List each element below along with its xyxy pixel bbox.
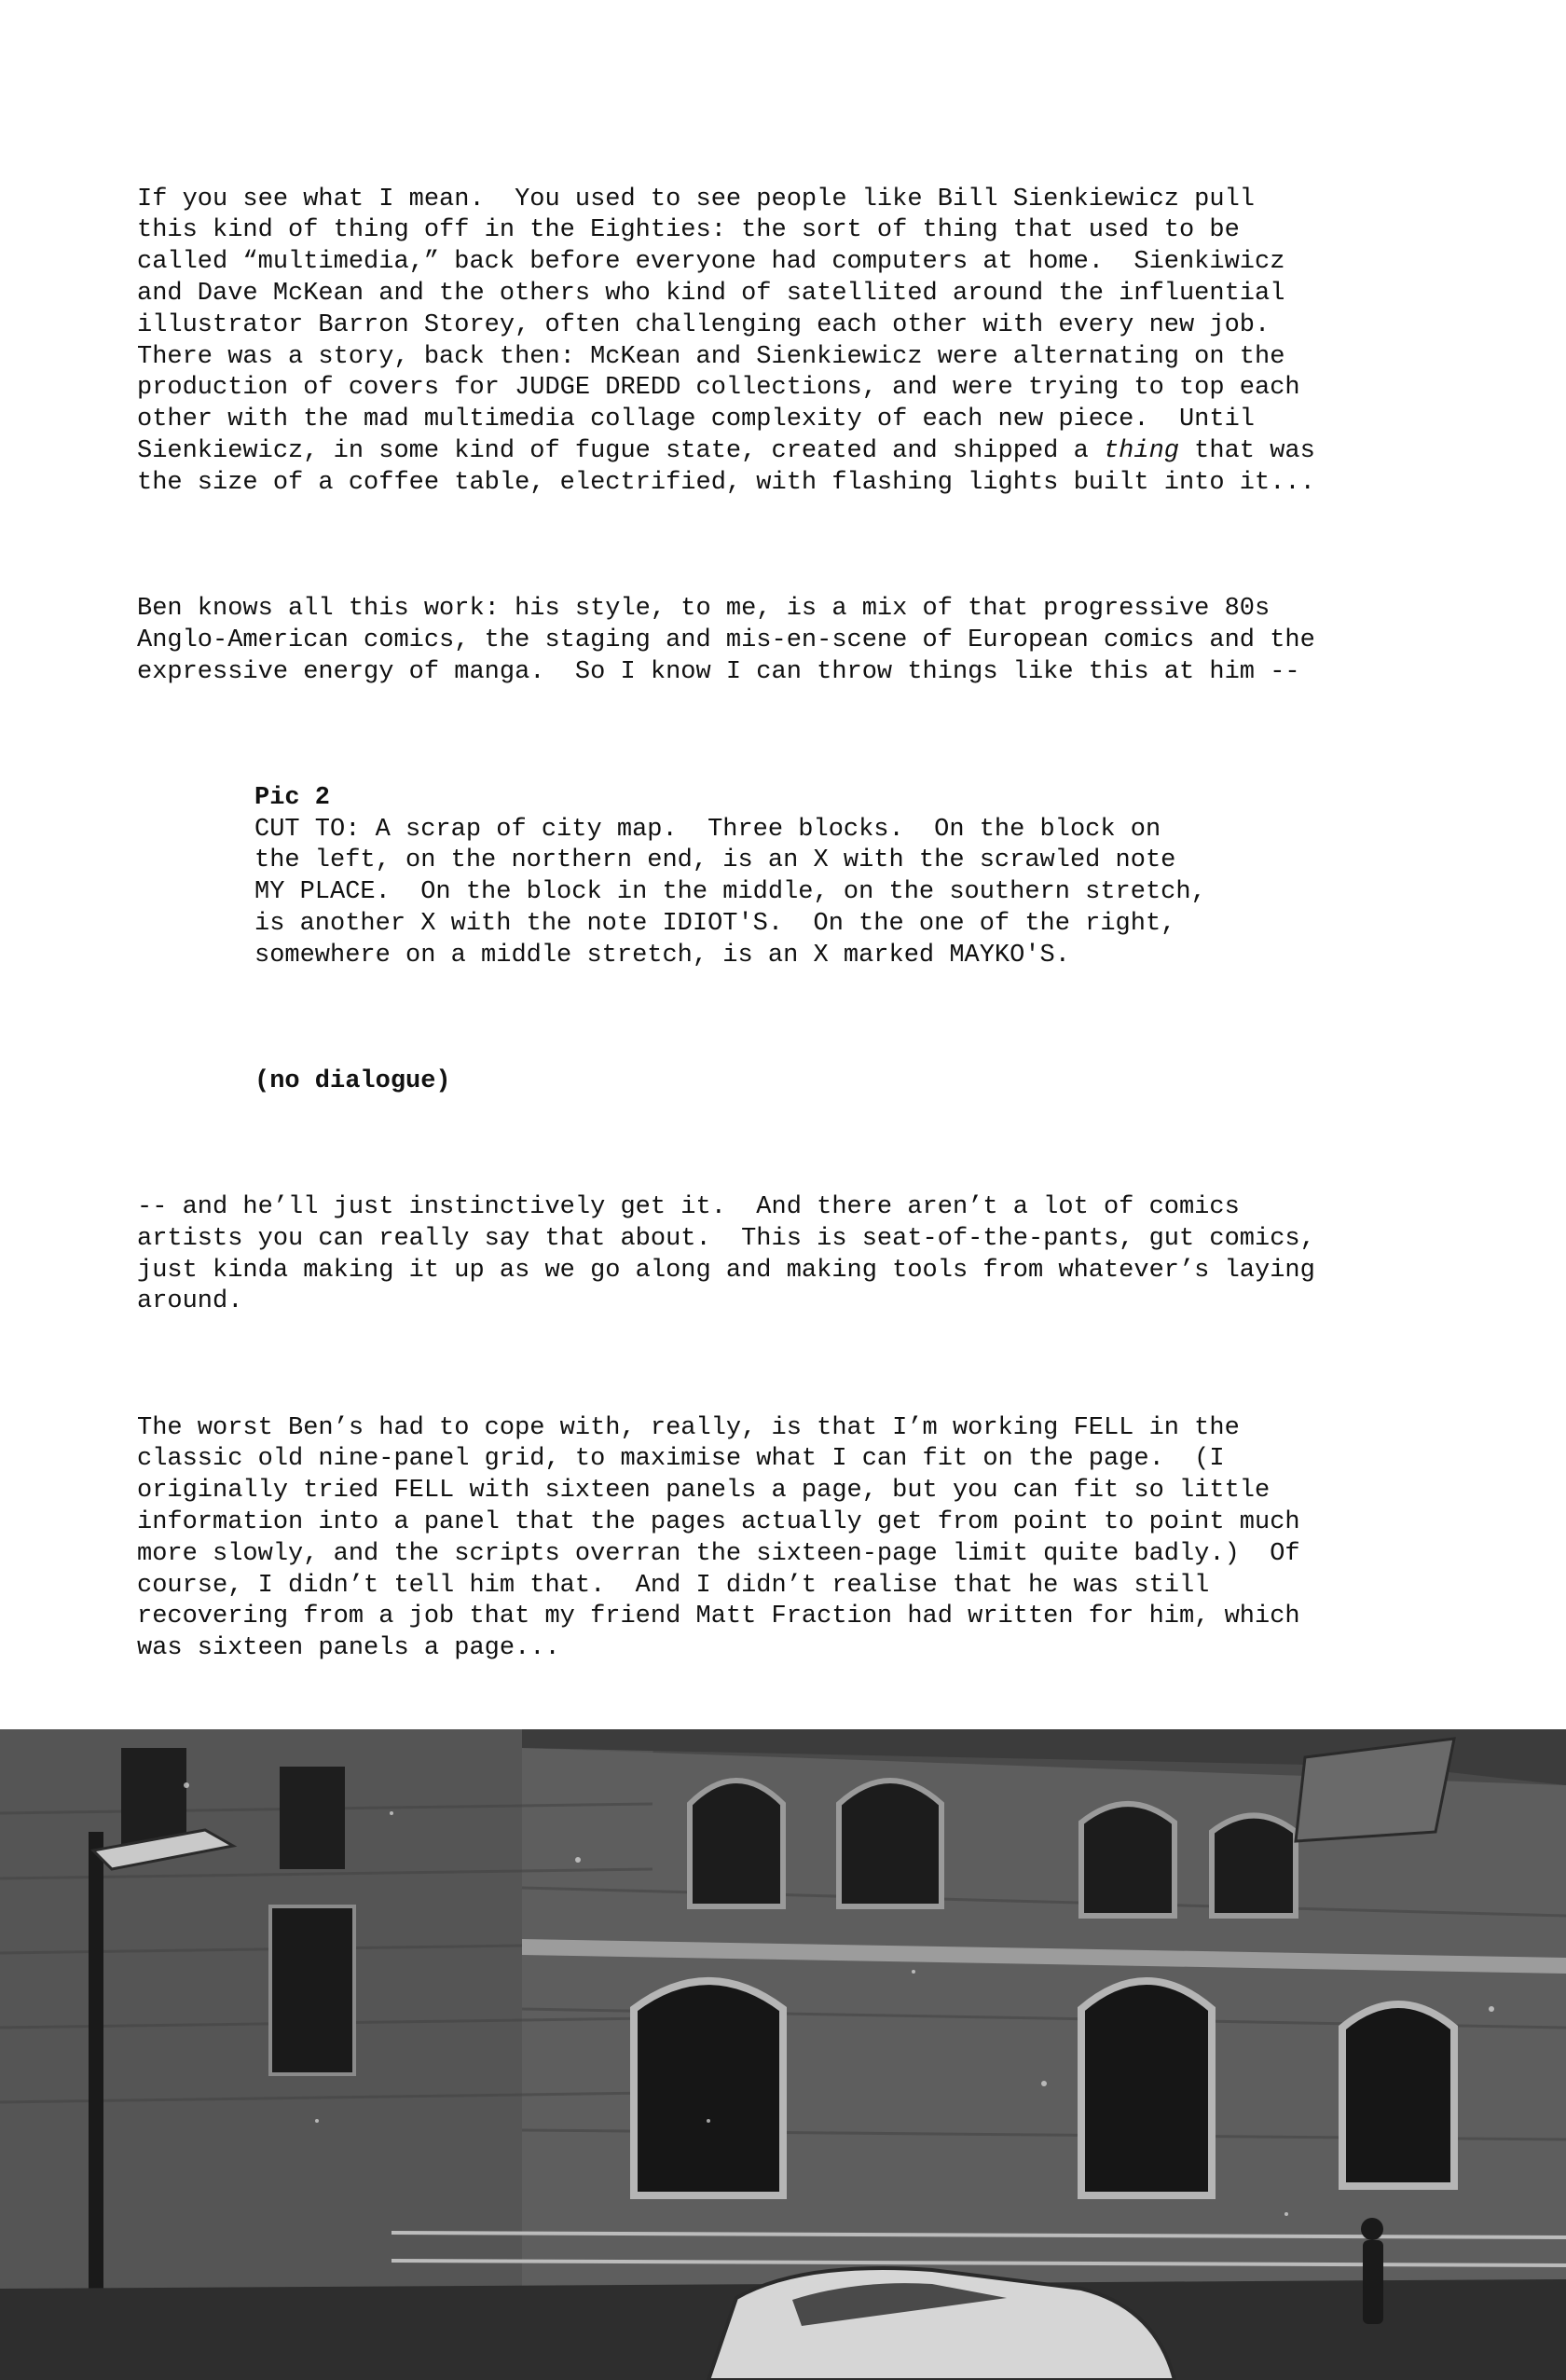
pedestrian: [1361, 2218, 1383, 2324]
script-line: MY PLACE. On the block in the middle, on the southern stretch,: [254, 878, 1206, 907]
paragraph-nine-panel: [137, 1413, 1442, 1665]
script-line: the left, on the northern end, is an X with the scrawled note: [254, 846, 1176, 875]
script-line: CUT TO: A scrap of city map. Three blocks. On the block on: [254, 815, 1161, 844]
text-line: called “multimedia,” back before everyone had computers at home. Sienkiwicz: [137, 248, 1285, 277]
text-line: There was a story, back then: McKean and Sienkiewicz were alternating on the: [137, 342, 1285, 371]
text-line: other with the mad multimedia collage complexity of each new piece. Until: [137, 406, 1255, 434]
text-line: just kinda making it up as we go along and making tools from whatever’s laying: [137, 1256, 1315, 1285]
text-line: classic old nine-panel grid, to maximise what I can fit on the page. (I: [137, 1445, 1225, 1474]
paragraph-ben-style: [137, 594, 1442, 688]
text-line: around.: [137, 1287, 243, 1316]
window: [270, 1906, 354, 2074]
text-line: expressive energy of manga. So I know I can throw things like this at him --: [137, 657, 1300, 686]
text-line: and Dave McKean and the others who kind of satellited around the influential: [137, 279, 1285, 308]
text-line: -- and he’ll just instinctively get it. And there aren’t a lot of comics: [137, 1193, 1240, 1222]
paragraph-multimedia: [137, 185, 1442, 500]
text-line: course, I didn’t tell him that. And I didn’t realise that he was still: [137, 1571, 1210, 1600]
emphasis-thing: thing: [1103, 436, 1179, 465]
script-excerpt: [254, 783, 1442, 972]
text-line: Anglo-American comics, the staging and mis-en-scene of European comics and the: [137, 626, 1315, 654]
text-line: this kind of thing off in the Eighties: the sort of thing that used to be: [137, 216, 1240, 245]
text-line: If you see what I mean. You used to see people like Bill Sienkiewicz pull: [137, 185, 1255, 213]
script-panel-heading: Pic 2: [254, 783, 331, 812]
paragraph-instinct: [137, 1192, 1442, 1318]
text-line: production of covers for JUDGE DREDD collections, and were trying to top each: [137, 374, 1300, 403]
script-line: is another X with the note IDIOT'S. On the one of the right,: [254, 909, 1176, 938]
script-dialogue-note: (no dialogue): [254, 1066, 451, 1095]
building-artwork: [0, 1729, 1566, 2380]
text-line: that was: [1178, 436, 1315, 465]
text-line: information into a panel that the pages actually get from point to point much: [137, 1508, 1300, 1537]
text-line: recovering from a job that my friend Matt Fraction had written for him, which: [137, 1603, 1300, 1631]
text-line: the size of a coffee table, electrified, with flashing lights built into it...: [137, 468, 1315, 497]
text-line: illustrator Barron Storey, often challenging each other with every new job.: [137, 310, 1271, 339]
text-line: Ben knows all this work: his style, to me, is a mix of that progressive 80s: [137, 594, 1271, 623]
text-line: more slowly, and the scripts overran the sixteen-page limit quite badly.) Of: [137, 1539, 1300, 1568]
text-line: artists you can really say that about. This is seat-of-the-pants, gut comics,: [137, 1224, 1315, 1253]
window: [280, 1767, 345, 1869]
text-line: was sixteen panels a page...: [137, 1634, 560, 1663]
text-line: The worst Ben’s had to cope with, really, is that I’m working FELL in the: [137, 1413, 1240, 1442]
text-line: originally tried FELL with sixteen panels a page, but you can fit so little: [137, 1477, 1271, 1506]
text-line: Sienkiewicz, in some kind of fugue state, created and shipped a: [137, 436, 1104, 465]
script-line: somewhere on a middle stretch, is an X marked MAYKO'S.: [254, 941, 1070, 970]
street-scene-illustration: [0, 1729, 1566, 2380]
